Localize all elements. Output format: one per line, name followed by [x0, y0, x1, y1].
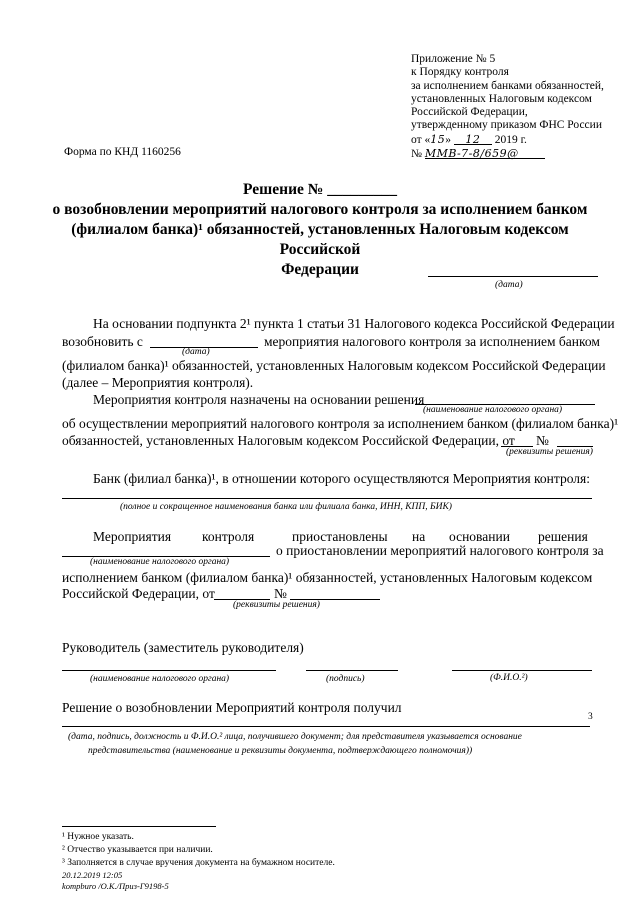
bank-line: Банк (филиал банка)¹, в отношении которого осуществляются Мероприятия контроля: [93, 471, 590, 486]
suspended-line3: исполнением банком (филиалом банка)¹ обязанностей, установленных Налоговым кодексом [62, 570, 593, 585]
footnote-1: ¹ Нужное указать. [62, 832, 134, 842]
sign-org-line [62, 670, 276, 671]
footnote-3: ³ Заполняется в случае вручения документа на бумажном носителе. [62, 858, 335, 868]
suspended-caption1: (наименование налогового органа) [90, 557, 230, 567]
footnote-2: ² Отчество указывается при наличии. [62, 845, 213, 855]
suspended-word: приостановлены [292, 529, 388, 544]
bank-field-line [62, 498, 592, 499]
suspended-line4b: № [274, 586, 287, 601]
suspended-word: решения [538, 529, 588, 544]
document-title [50, 180, 590, 280]
suspended-line4a: Российской Федерации, от [62, 586, 215, 601]
para2-line3b: № [536, 433, 549, 448]
approval-line: за исполнением банками обязанностей, [411, 79, 604, 92]
received-mark: 3 [588, 712, 593, 722]
sign-caption: (подпись) [326, 674, 365, 684]
received-line: Решение о возобновлении Мероприятий контроля получил [62, 700, 402, 715]
suspended-word: Мероприятия [93, 529, 172, 544]
approval-line: Российской Федерации, [411, 106, 528, 119]
para1-line3: (филиалом банка)¹ обязанностей, установленных Налоговым кодексом Российской Федерации [62, 358, 606, 373]
title-line: Федерации [281, 261, 359, 278]
sign-fio-caption: (Ф.И.О.²) [490, 673, 528, 683]
footnote-separator [62, 826, 216, 827]
received-field-line [62, 726, 590, 727]
para2-line2: об осуществлении мероприятий налогового контроля за исполнением банком (филиалом банка)¹ [62, 416, 619, 431]
print-timestamp: 20.12.2019 12:05 [62, 870, 123, 880]
form-code: Форма по КНД 1160256 [64, 146, 181, 158]
print-source: kompburo /О.К./Приз-Г9198-5 [62, 881, 169, 891]
para1-line2a: возобновить с [62, 334, 143, 349]
approval-line: утвержденному приказом ФНС России [411, 119, 602, 132]
title-line: Решение № _________ [243, 181, 397, 198]
title-line: (филиалом банка)¹ обязанностей, установленных Налоговым кодексом Российской [71, 221, 569, 258]
sign-line [306, 670, 398, 671]
suspended-word: на [412, 529, 426, 544]
approval-number-value: ММВ-7-8/659@ [424, 147, 519, 161]
head-label: Руководитель (заместитель руководителя) [62, 640, 304, 655]
approval-line: установленных Налоговым кодексом [411, 92, 592, 105]
date-caption: (дата) [495, 280, 523, 290]
received-caption1: (дата, подпись, должность и Ф.И.О.² лица, получившего документ; для представителя указывается основание [68, 732, 522, 742]
para2-line1: Мероприятия контроля назначены на основании решения [93, 392, 425, 407]
suspended-word: основании [449, 529, 510, 544]
suspended-word: контроля [202, 529, 255, 544]
suspended-line2: о приостановлении мероприятий налогового контроля за [276, 543, 604, 558]
para1-line4: (далее – Мероприятия контроля). [62, 375, 254, 390]
approval-date: от «15» 12 2019 г. [411, 132, 527, 146]
date-field-line [428, 276, 598, 277]
para1-date-caption: (дата) [182, 347, 210, 357]
para2-caption2: (реквизиты решения) [506, 447, 593, 457]
approval-line: к Порядку контроля [411, 66, 509, 79]
title-line: о возобновлении мероприятий налогового контроля за исполнением банком [52, 201, 588, 218]
para2-caption1: (наименование налогового органа) [423, 405, 563, 415]
para2-line3a: обязанностей, установленных Налоговым кодексом Российской Федерации, от [62, 433, 515, 448]
para1-line2b: мероприятия налогового контроля за исполнением банком [264, 334, 600, 349]
approval-number: № ММВ-7-8/659@ [411, 147, 604, 161]
bank-caption: (полное и сокращенное наименования банка или филиала банка, ИНН, КПП, БИК) [120, 502, 452, 512]
approval-date-day: 15 [430, 132, 446, 146]
approval-block [411, 53, 604, 161]
suspended-caption2: (реквизиты решения) [233, 600, 320, 610]
para1-line1: На основании подпункта 2¹ пункта 1 статьи 31 Налогового кодекса Российской Федерации [93, 316, 615, 331]
received-caption2: представительства (наименование и реквизиты документа, подтверждающего полномочия)) [88, 746, 473, 756]
sign-fio-line [452, 670, 592, 671]
sign-org-caption: (наименование налогового органа) [90, 674, 230, 684]
approval-line: Приложение № 5 [411, 53, 496, 65]
approval-date-month: 12 [465, 132, 481, 146]
